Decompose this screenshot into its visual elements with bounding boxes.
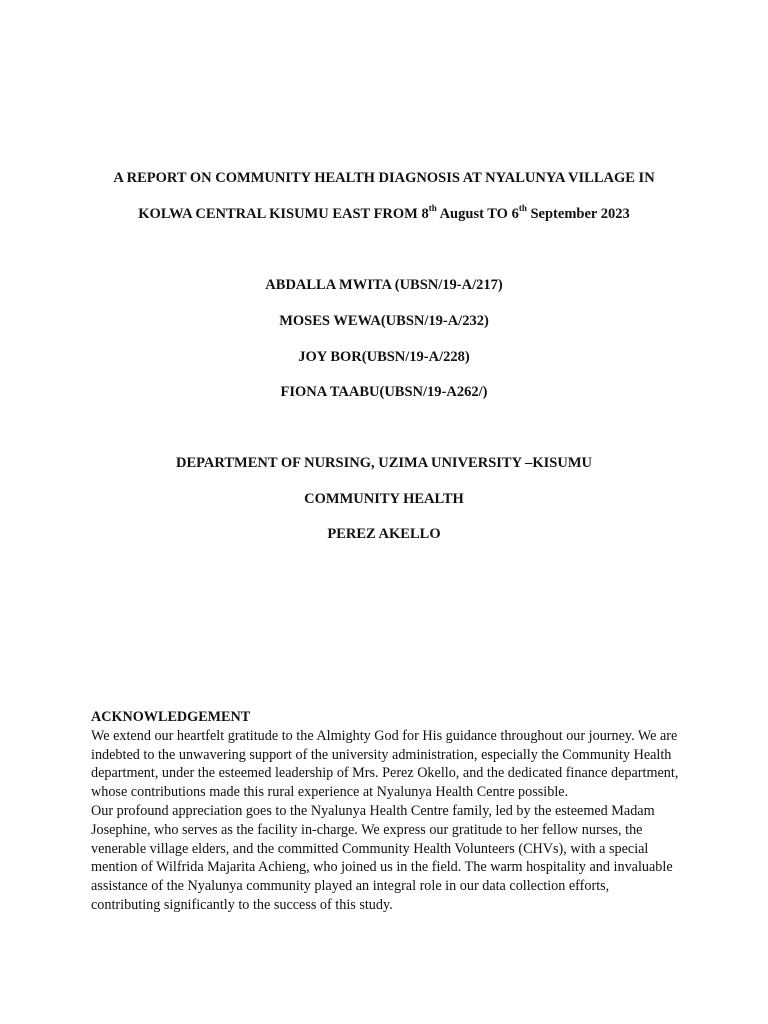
title-line-2-suffix: September 2023 [526, 206, 630, 222]
course-line: COMMUNITY HEALTH [304, 491, 464, 507]
title-line-2-middle: August TO 6 [436, 206, 519, 222]
title-line-2-prefix: KOLWA CENTRAL KISUMU EAST FROM 8 [138, 206, 429, 222]
title-superscript-1: th [428, 203, 437, 214]
author-3: JOY BOR(UBSN/19-A/228) [298, 349, 470, 365]
report-title-line-1: A REPORT ON COMMUNITY HEALTH DIAGNOSIS AT NYALUNYA VILLAGE IN [113, 170, 655, 186]
department-line: DEPARTMENT OF NURSING, UZIMA UNIVERSITY –KISUMU [175, 455, 592, 471]
author-4: FIONA TAABU(UBSN/19-A262/) [280, 384, 488, 400]
author-2: MOSES WEWA(UBSN/19-A/232) [279, 313, 489, 329]
supervisor-line: PEREZ AKELLO [327, 526, 441, 542]
acknowledgement-paragraph-2: Our profound appreciation goes to the Nyalunya Health Centre family, led by the esteemed Madam Josephine, who serves as the facility in-charge. We express our gratitude to her fellow nurses, the venerable village elders, and the committed Community Health Volunteers (CHVs), with a special mention of Wilfrida Majarita Achieng, who joined us in the field. The warm hospitality and invaluable assistance of the Nyalunya community played an integral role in our data collection efforts, contributing significantly to the success of this study. [91, 802, 673, 913]
acknowledgement-section [91, 708, 681, 915]
author-1: ABDALLA MWITA (UBSN/19-A/217) [265, 277, 503, 293]
report-title-line-2 [0, 205, 768, 223]
acknowledgement-heading: ACKNOWLEDGEMENT [91, 709, 251, 725]
title-superscript-2: th [518, 203, 527, 214]
acknowledgement-paragraph-1: We extend our heartfelt gratitude to the Almighty God for His guidance throughout our journey. We are indebted to the unwavering support of the university administration, especially the Community Health department, under the esteemed leadership of Mrs. Perez Okello, and the dedicated finance department, whose contributions made this rural experience at Nyalunya Health Centre possible. [91, 727, 679, 801]
